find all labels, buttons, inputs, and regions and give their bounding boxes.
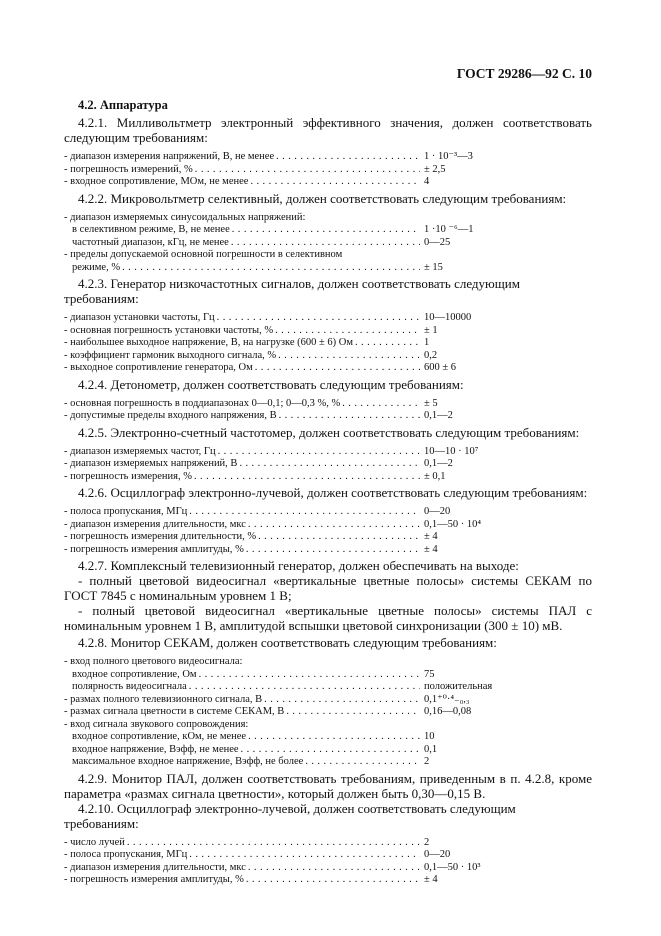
list-item [64,237,534,250]
list-item [64,458,534,471]
dot-leader [122,262,420,275]
sub-list [64,262,592,275]
item-value: ± 1 [424,324,438,336]
list-4-2-5 [64,446,592,484]
item-value: 0,1 [424,743,438,755]
item-value: 10—10 · 10⁷ [424,445,479,457]
list-item [64,164,534,177]
item-value: ± 2,5 [424,163,446,175]
item-value: 2 [424,756,430,767]
item-label: частотный диапазон, кГц, не менее [72,236,229,248]
dot-leader [239,458,420,471]
sub-list [64,694,592,719]
document-body [64,98,592,889]
list-item [64,681,534,694]
list-item [64,312,534,325]
dot-leader [246,544,420,557]
item-value: положительная [424,681,493,692]
list-4-2-4 [64,398,592,423]
list-item [64,862,534,875]
item-value: 1 ·10 ⁻⁶—1 [424,224,474,235]
item-value: 10 [424,731,435,742]
dot-leader [258,531,420,544]
list-item [64,694,534,707]
item-label: - входное сопротивление, МОм, не менее [64,176,249,187]
list-item [64,224,534,237]
list-4-2-2 [64,212,592,275]
paragraph-4-2-7-secam: - полный цветовой видеосигнал «вертикальные цветные полосы» системы СЕКАМ по ГОСТ 7845 с номинальным уровнем 1 В; [64,573,592,603]
item-label: - диапазон измерения длительности, мкс [64,518,246,530]
item-label: - погрешность измерения длительности, % [64,531,257,542]
item-value: 0,16—0,08 [424,706,472,717]
dot-leader [279,410,420,423]
item-value: 0,1⁺⁰·⁴₋₀,₃ [424,693,470,705]
item-label: - коэффициент гармоник выходного сигнала, % [64,349,277,361]
item-label: - размах сигнала цветности в системе СЕКАМ, В [64,706,285,717]
item-value: ± 4 [424,543,438,555]
dot-leader [194,471,420,484]
item-value: ± 0,1 [424,470,446,482]
list-4-2-3 [64,312,592,375]
dot-leader [195,164,420,177]
list-item [64,531,534,544]
item-value: 0,1—2 [424,410,453,421]
item-label: - число лучей [64,836,125,848]
dot-leader [218,446,420,459]
item-label: входное напряжение, Вэфф, не менее [72,743,239,755]
item-label: - наибольшее выходное напряжение, В, на нагрузке (600 ± 6) Ом [64,337,353,348]
dot-leader [127,837,420,850]
paragraph-4-2-2: 4.2.2. Микровольтметр селективный, должен соответствовать следующим требованиям: [78,190,567,206]
item-value: 0—25 [424,236,451,248]
list-item [64,410,534,423]
dot-leader [248,519,420,532]
dot-leader [232,224,420,237]
item-value: 0,2 [424,349,438,361]
item-label: - погрешность измерения, % [64,470,192,482]
dot-leader [276,151,420,164]
sub-list [64,731,592,769]
item-value: ± 4 [424,874,438,885]
item-value: 2 [424,836,430,848]
list-heading: - пределы допускаемой основной погрешности в селективном [64,249,343,260]
dot-leader [248,862,420,875]
item-value: 0—20 [424,849,451,860]
item-label: - погрешность измерений, % [64,163,193,175]
item-label: максимальное входное напряжение, Вэфф, не более [72,756,304,767]
item-label: полярность видеосигнала [72,681,187,692]
dot-leader [231,237,420,250]
list-item [64,176,534,189]
dot-leader [342,398,420,411]
item-value: 0,1—2 [424,458,453,469]
item-label: - основная погрешность установки частоты, % [64,324,274,336]
list-item [64,151,534,164]
item-label: - диапазон измерения длительности, мкс [64,861,246,873]
list-item [64,874,534,887]
paragraph-4-2-5: 4.2.5. Электронно-счетный частотомер, должен соответствовать следующим требованиям: [78,424,580,440]
item-label: - размах полного телевизионного сигнала, В [64,693,263,705]
item-label: входное сопротивление, кОм, не менее [72,731,247,742]
item-value: 75 [424,668,435,680]
paragraph-4-2-8: 4.2.8. Монитор СЕКАМ, должен соответствовать следующим требованиям: [78,635,497,650]
dot-leader [264,694,420,707]
dot-leader [355,337,420,350]
item-value: ± 15 [424,261,443,273]
dot-leader [217,312,420,325]
list-item [64,446,534,459]
item-label: - погрешность измерения амплитуды, % [64,543,244,555]
item-label: - диапазон измерения напряжений, В, не менее [64,151,275,162]
paragraph-4-2-7-pal: - полный цветовой видеосигнал «вертикальные цветные полосы» системы ПАЛ с номинальным уровнем 1 В, амплитудой вспышки цветовой синхронизации (300 ± 10) мВ. [64,603,592,633]
item-value: 4 [424,176,430,187]
item-value: 0—20 [424,506,451,517]
list-4-2-1 [64,151,592,189]
list-item [64,262,534,275]
paragraph-4-2-7: 4.2.7. Комплексный телевизионный генератор, должен обеспечивать на выходе: [78,558,519,573]
item-value: ± 5 [424,397,438,409]
dot-leader [241,744,420,757]
paragraph-4-2-1: 4.2.1. Милливольтметр электронный эффективного значения, должен соответствовать следующим требованиям: [64,115,592,145]
dot-leader [248,731,420,744]
item-value: ± 4 [424,531,438,542]
list-item [64,398,534,411]
list-item [64,325,534,338]
item-value: 1 [424,337,430,348]
section-title: 4.2. Аппаратура [78,98,168,112]
list-item [64,506,534,519]
page-header: ГОСТ 29286—92 С. 10 [456,66,592,81]
item-label: - основная погрешность в поддиапазонах 0—0,1; 0—0,3 %, % [64,397,341,409]
item-label: - погрешность измерения амплитуды, % [64,874,244,885]
list-heading: - диапазон измеряемых синусоидальных напряжений: [64,211,306,223]
list-item [64,544,534,557]
dot-leader [275,325,420,338]
item-value: 600 ± 6 [424,362,457,373]
dot-leader [246,874,420,887]
item-label: - диапазон измеряемых напряжений, В [64,458,238,469]
dot-leader [286,706,420,719]
item-label: входное сопротивление, Ом [72,668,197,680]
paragraph-4-2-10: 4.2.10. Осциллограф электронно-лучевой, должен соответствовать следующим требованиям: [64,800,516,831]
dot-leader [189,681,420,694]
list-item [64,731,534,744]
sub-list [64,669,592,694]
list-item [64,669,534,682]
list-4-2-6 [64,506,592,556]
list-4-2-10 [64,837,592,887]
dot-leader [278,350,420,363]
item-label: в селективном режиме, В, не менее [72,224,230,235]
item-label: - диапазон измеряемых частот, Гц [64,445,216,457]
item-label: - полоса пропускания, МГц [64,849,188,860]
item-value: 1 · 10⁻³—3 [424,151,473,162]
item-label: - полоса пропускания, МГц [64,506,188,517]
item-label: режиме, % [72,261,121,273]
list-item [64,837,534,850]
dot-leader [189,849,420,862]
list-heading: - вход сигнала звукового сопровождения: [64,718,249,730]
list-item [64,706,534,719]
item-label: - выходное сопротивление генератора, Ом [64,362,253,373]
item-label: - диапазон установки частоты, Гц [64,312,215,323]
list-4-2-8 [64,656,592,769]
paragraph-4-2-9: 4.2.9. Монитор ПАЛ, должен соответствовать требованиям, приведенным в п. 4.2.8, кроме параметра «размах сигнала цветности», который должен быть 0,30—0,15 В. [64,770,592,801]
list-heading: - вход полного цветового видеосигнала: [64,656,243,667]
dot-leader [250,176,420,189]
list-item [64,362,534,375]
list-item [64,756,534,769]
list-item [64,519,534,532]
list-item [64,849,534,862]
list-item [64,471,534,484]
list-item [64,337,534,350]
dot-leader [199,669,420,682]
paragraph-4-2-3: 4.2.3. Генератор низкочастотных сигналов, должен соответствовать следующим требованиям: [64,276,520,306]
sub-list [64,224,592,249]
dot-leader [255,362,420,375]
dot-leader [189,506,420,519]
paragraph-4-2-4: 4.2.4. Детонометр, должен соответствовать следующим требованиям: [78,376,464,392]
item-value: 0,1—50 · 10³ [424,861,481,873]
item-value: 0,1—50 · 10⁴ [424,518,482,530]
list-item [64,350,534,363]
paragraph-4-2-6: 4.2.6. Осциллограф электронно-лучевой, должен соответствовать следующим требованиям: [78,485,588,500]
item-label: - допустимые пределы входного напряжения, В [64,410,277,421]
item-value: 10—10000 [424,312,472,323]
list-item [64,744,534,757]
dot-leader [305,756,420,769]
